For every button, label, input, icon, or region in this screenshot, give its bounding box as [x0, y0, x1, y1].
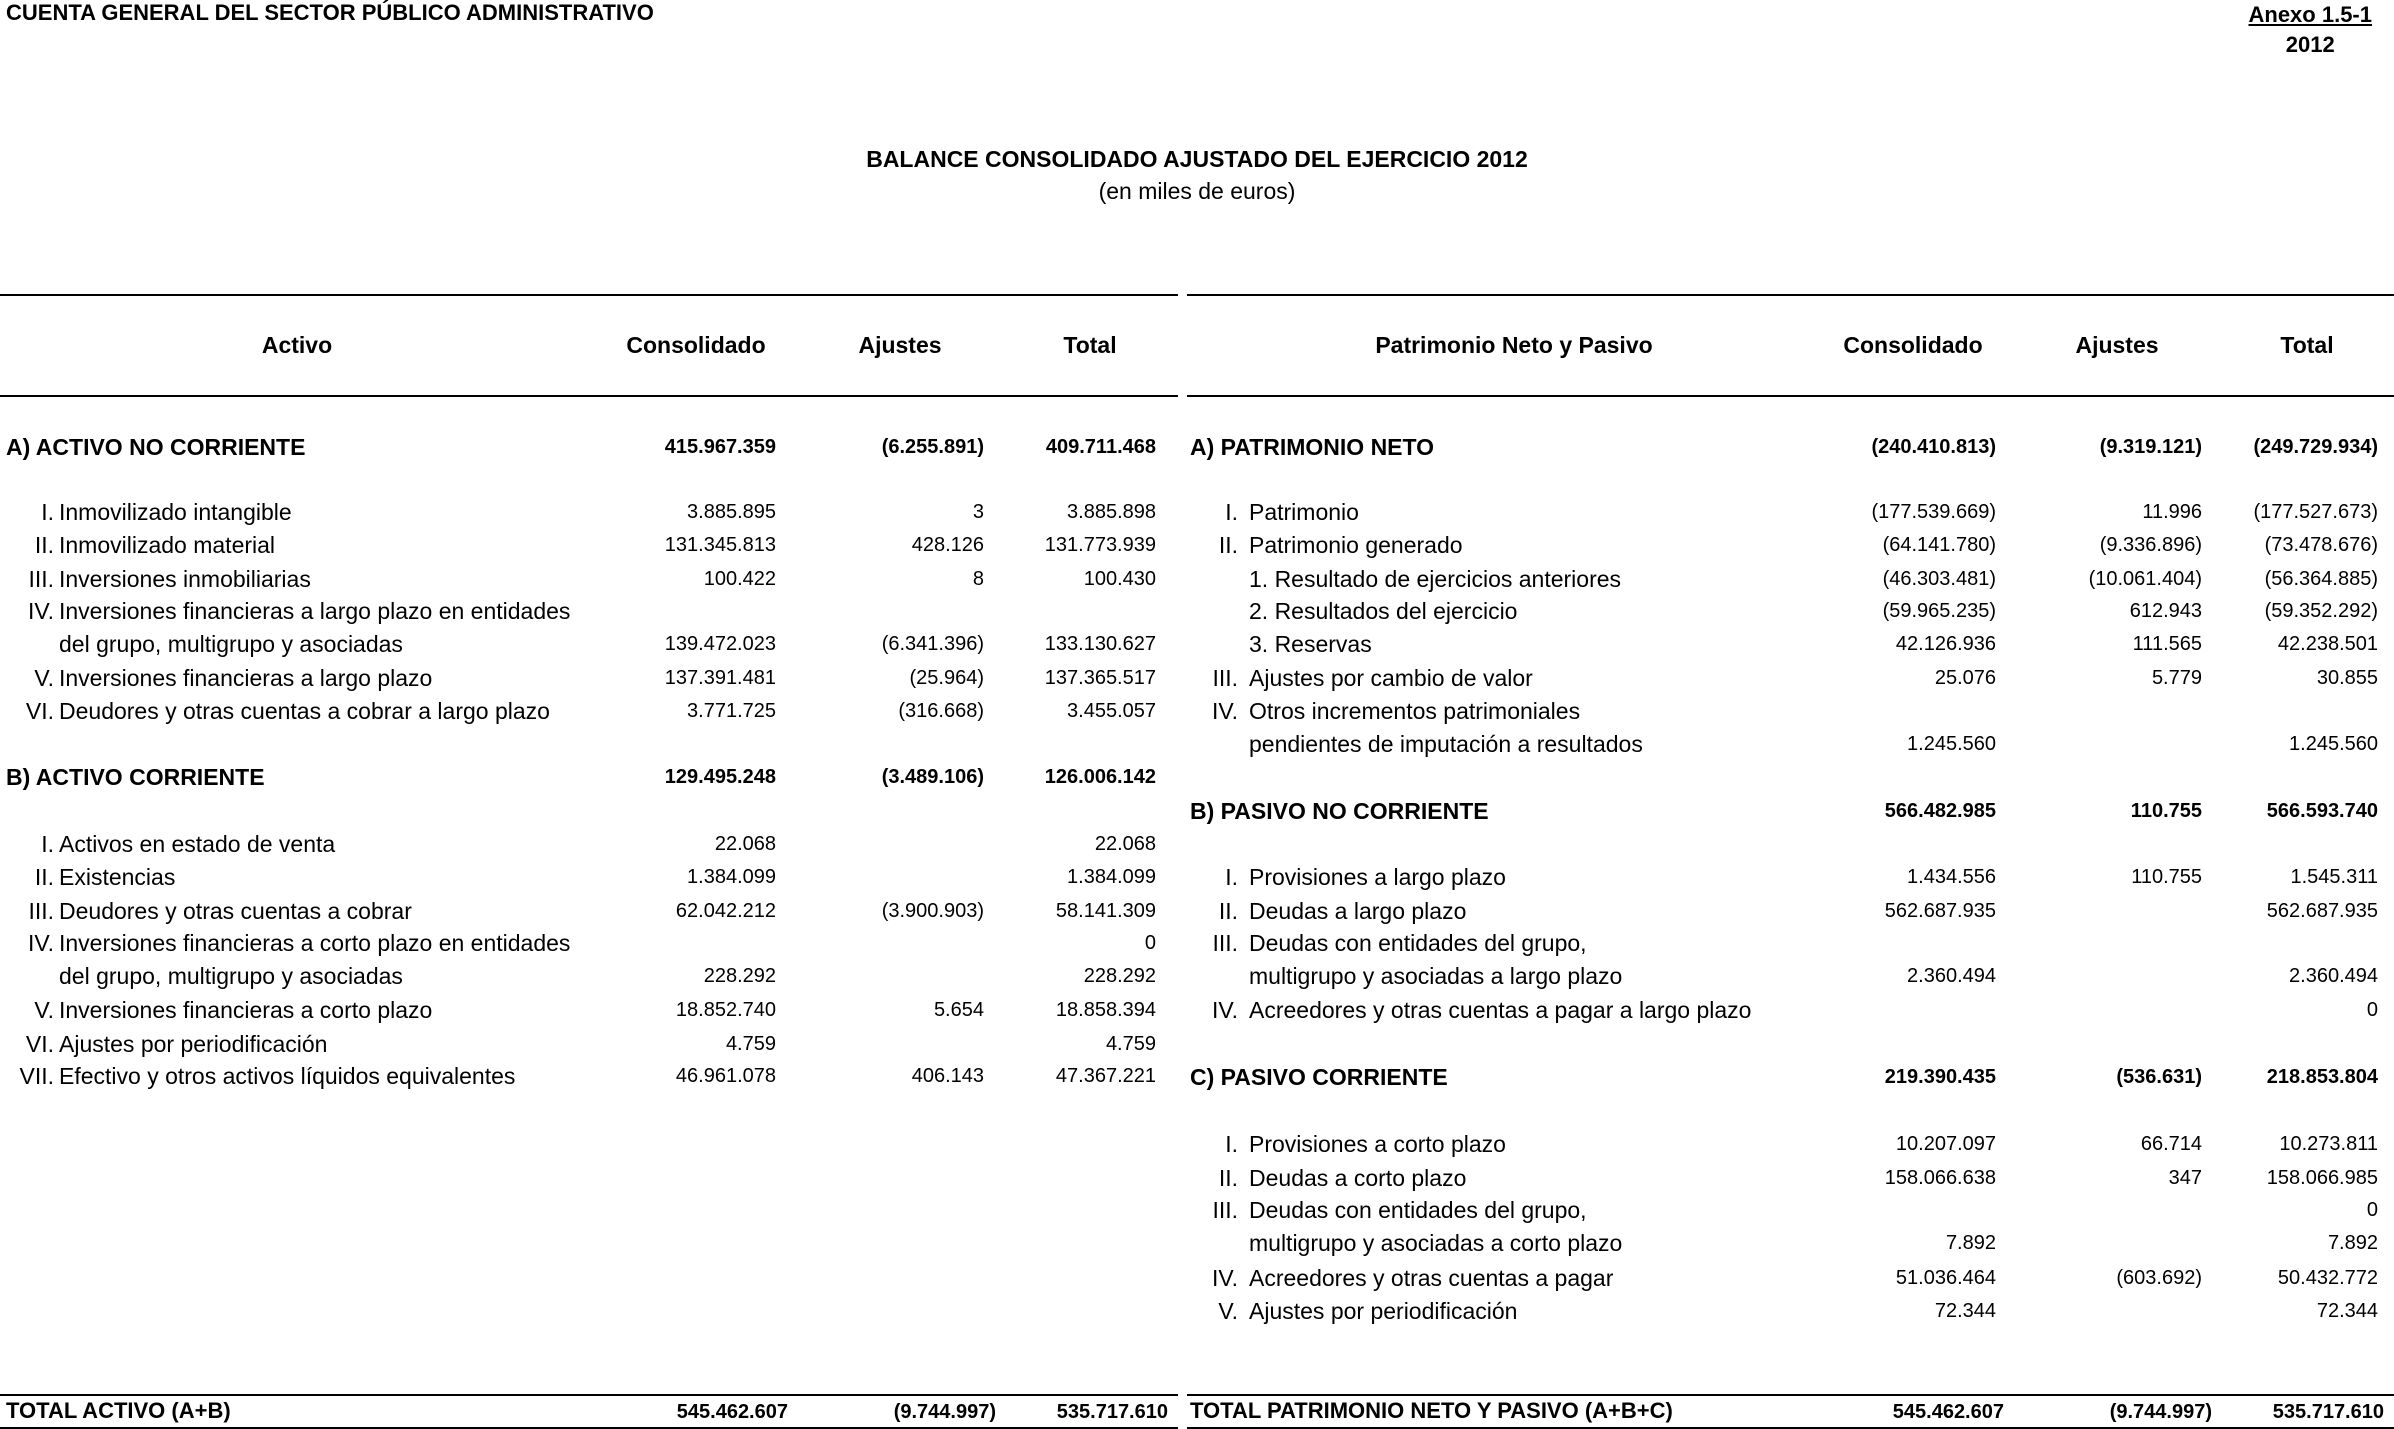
row-number: I.: [1225, 864, 1238, 890]
row-label: Inversiones inmobiliarias: [59, 566, 311, 592]
row-number: III.: [1212, 930, 1238, 956]
row-label: 3. Reservas: [1249, 631, 1372, 657]
row-value-consolidado: 131.345.813: [664, 534, 776, 556]
row-value-consolidado: 18.852.740: [675, 999, 776, 1021]
row-number: III.: [1212, 665, 1238, 691]
row-value-ajustes: (25.964): [909, 667, 984, 689]
right-total-total: 535.717.610: [2272, 1401, 2384, 1423]
row-value-consolidado: 415.967.359: [664, 436, 776, 458]
row-label: multigrupo y asociadas a corto plazo: [1249, 1230, 1623, 1256]
row-label: Patrimonio generado: [1249, 532, 1463, 558]
right-total-ajustes: (9.744.997): [2109, 1401, 2212, 1423]
row-label: Inversiones financieras a corto plazo: [59, 997, 433, 1023]
right-header-top-rule: [1187, 294, 2394, 296]
row-value-consolidado: (240.410.813): [1871, 436, 1996, 458]
row-value-consolidado: 1.434.556: [1907, 866, 1996, 888]
page-subtitle: (en miles de euros): [1098, 178, 1296, 204]
row-label: C) PASIVO CORRIENTE: [1190, 1064, 1448, 1090]
row-value-ajustes: (3.489.106): [881, 766, 984, 788]
row-value-ajustes: (9.319.121): [2099, 436, 2202, 458]
row-value-total: (59.352.292): [2264, 600, 2378, 622]
left-total-consolidado: 545.462.607: [676, 1401, 788, 1423]
row-value-total: 228.292: [1083, 965, 1156, 987]
row-value-total: 18.858.394: [1055, 999, 1156, 1021]
row-value-ajustes: (603.692): [2116, 1267, 2202, 1289]
row-label: 1. Resultado de ejercicios anteriores: [1249, 566, 1622, 592]
row-value-consolidado: 10.207.097: [1895, 1133, 1996, 1155]
row-value-consolidado: 72.344: [1934, 1300, 1996, 1322]
row-value-ajustes: 5.779: [2151, 667, 2202, 689]
row-number: III.: [1212, 1197, 1238, 1223]
row-value-total: 100.430: [1083, 568, 1156, 590]
page-title: BALANCE CONSOLIDADO AJUSTADO DEL EJERCICIO 2012: [866, 146, 1528, 172]
row-value-total: 3.455.057: [1067, 700, 1156, 722]
row-value-total: 562.687.935: [2266, 900, 2378, 922]
right-total-label: TOTAL PATRIMONIO NETO Y PASIVO (A+B+C): [1190, 1398, 1673, 1423]
row-label: del grupo, multigrupo y asociadas: [59, 631, 403, 657]
row-value-total: 50.432.772: [2277, 1267, 2378, 1289]
row-number: II.: [34, 864, 54, 890]
row-label: Patrimonio: [1249, 499, 1359, 525]
row-value-total: 7.892: [2327, 1232, 2378, 1254]
row-label: B) ACTIVO CORRIENTE: [6, 764, 265, 790]
row-value-ajustes: (9.336.896): [2099, 534, 2202, 556]
row-number: I.: [41, 831, 54, 857]
left-total-total: 535.717.610: [1056, 1401, 1168, 1423]
row-value-ajustes: 3: [972, 501, 984, 523]
row-value-ajustes: (536.631): [2116, 1066, 2202, 1088]
row-label: Inversiones financieras a largo plazo: [59, 665, 433, 691]
row-value-total: 30.855: [2316, 667, 2378, 689]
row-label: B) PASIVO NO CORRIENTE: [1190, 798, 1489, 824]
row-value-consolidado: 139.472.023: [664, 633, 776, 655]
row-label: Acreedores y otras cuentas a pagar: [1249, 1265, 1614, 1291]
row-label: Inversiones financieras a corto plazo en entidades: [59, 930, 571, 956]
row-value-ajustes: (3.900.903): [881, 900, 984, 922]
row-value-consolidado: 1.245.560: [1907, 733, 1996, 755]
row-label: Ajustes por cambio de valor: [1249, 665, 1533, 691]
row-value-consolidado: 219.390.435: [1884, 1066, 1996, 1088]
left-col-activo: Activo: [261, 332, 333, 358]
left-col-ajustes: Ajustes: [858, 332, 942, 358]
row-value-total: 22.068: [1094, 833, 1156, 855]
row-value-total: 0: [2366, 999, 2378, 1021]
row-value-ajustes: 428.126: [911, 534, 984, 556]
row-number: II.: [34, 532, 54, 558]
row-value-total: 137.365.517: [1044, 667, 1156, 689]
row-label: Deudas a largo plazo: [1249, 898, 1467, 924]
row-value-total: (249.729.934): [2253, 436, 2378, 458]
row-value-total: (73.478.676): [2264, 534, 2378, 556]
row-value-ajustes: (316.668): [898, 700, 984, 722]
row-value-ajustes: 111.565: [2132, 633, 2202, 655]
row-value-ajustes: (10.061.404): [2088, 568, 2202, 590]
row-number: I.: [1225, 1131, 1238, 1157]
row-number: I.: [1225, 499, 1238, 525]
row-value-consolidado: 46.961.078: [675, 1065, 776, 1087]
row-value-ajustes: 612.943: [2129, 600, 2202, 622]
row-value-consolidado: 228.292: [703, 965, 776, 987]
row-value-consolidado: 566.482.985: [1884, 800, 1996, 822]
row-value-total: 1.245.560: [2289, 733, 2378, 755]
row-label: Otros incrementos patrimoniales: [1249, 698, 1581, 724]
org-name: CUENTA GENERAL DEL SECTOR PÚBLICO ADMINISTRATIVO: [6, 0, 654, 25]
row-label: Ajustes por periodificación: [1249, 1298, 1518, 1324]
row-value-total: 1.545.311: [2290, 866, 2378, 888]
row-value-consolidado: (46.303.481): [1882, 568, 1996, 590]
row-value-ajustes: (6.341.396): [881, 633, 984, 655]
right-col-ajustes: Ajustes: [2075, 332, 2159, 358]
row-value-consolidado: (59.965.235): [1882, 600, 1996, 622]
right-col-total: Total: [2280, 332, 2334, 358]
row-value-consolidado: 158.066.638: [1884, 1167, 1996, 1189]
row-value-consolidado: 1.384.099: [687, 866, 776, 888]
row-label: A) PATRIMONIO NETO: [1190, 434, 1435, 460]
row-label: Provisiones a largo plazo: [1249, 864, 1506, 890]
row-number: VI.: [25, 698, 54, 724]
row-value-total: 0: [1144, 932, 1156, 954]
row-label: 2. Resultados del ejercicio: [1249, 598, 1518, 624]
row-value-ajustes: 5.654: [933, 999, 984, 1021]
row-value-consolidado: 562.687.935: [1884, 900, 1996, 922]
row-value-ajustes: 110.755: [2131, 866, 2202, 888]
row-value-consolidado: 51.036.464: [1895, 1267, 1996, 1289]
row-number: IV.: [1211, 698, 1238, 724]
row-label: Deudores y otras cuentas a cobrar a largo plazo: [59, 698, 550, 724]
row-value-ajustes: 66.714: [2140, 1133, 2202, 1155]
row-label: Deudas con entidades del grupo,: [1249, 930, 1587, 956]
row-value-total: (177.527.673): [2253, 501, 2378, 523]
row-value-total: 1.384.099: [1067, 866, 1156, 888]
row-value-total: 47.367.221: [1055, 1065, 1156, 1087]
row-number: IV.: [1211, 1265, 1238, 1291]
row-value-total: 58.141.309: [1055, 900, 1156, 922]
row-label: multigrupo y asociadas a largo plazo: [1249, 963, 1623, 989]
row-value-consolidado: 4.759: [725, 1033, 776, 1055]
row-value-ajustes: 406.143: [911, 1065, 984, 1087]
row-label: Deudores y otras cuentas a cobrar: [59, 898, 412, 924]
row-value-consolidado: 3.885.895: [687, 501, 776, 523]
row-label: Acreedores y otras cuentas a pagar a largo plazo: [1249, 997, 1752, 1023]
row-label: Ajustes por periodificación: [59, 1031, 328, 1057]
row-number: V.: [34, 997, 54, 1023]
row-number: V.: [1218, 1298, 1238, 1324]
row-value-total: 0: [2366, 1199, 2378, 1221]
row-value-total: 126.006.142: [1044, 766, 1156, 788]
row-number: VI.: [25, 1031, 54, 1057]
row-value-ajustes: 8: [972, 568, 984, 590]
row-label: Deudas a corto plazo: [1249, 1165, 1467, 1191]
row-value-total: 72.344: [2316, 1300, 2378, 1322]
left-col-consolidado: Consolidado: [626, 332, 766, 358]
row-value-ajustes: 110.755: [2130, 800, 2202, 822]
row-number: II.: [1218, 532, 1238, 558]
left-header-top-rule: [0, 294, 1178, 296]
row-value-consolidado: 25.076: [1934, 667, 1996, 689]
row-number: IV.: [27, 598, 54, 624]
row-value-consolidado: 62.042.212: [675, 900, 776, 922]
right-col-patrimonio: Patrimonio Neto y Pasivo: [1375, 332, 1653, 358]
row-value-consolidado: 2.360.494: [1907, 965, 1996, 987]
left-col-total: Total: [1063, 332, 1117, 358]
row-number: VII.: [19, 1063, 54, 1089]
row-value-consolidado: 137.391.481: [664, 667, 776, 689]
annex-year: 2012: [2285, 32, 2335, 57]
row-label: Efectivo y otros activos líquidos equivalentes: [59, 1063, 516, 1089]
row-value-consolidado: (177.539.669): [1871, 501, 1996, 523]
row-number: II.: [1218, 898, 1238, 924]
row-number: II.: [1218, 1165, 1238, 1191]
row-label: pendientes de imputación a resultados: [1249, 731, 1643, 757]
row-value-consolidado: 100.422: [703, 568, 776, 590]
row-value-total: 42.238.501: [2277, 633, 2378, 655]
row-number: III.: [28, 898, 54, 924]
annex-block: [2249, 0, 2373, 60]
right-header-bottom-rule: [1187, 395, 2394, 397]
row-value-consolidado: 129.495.248: [664, 766, 776, 788]
row-value-consolidado: 3.771.725: [687, 700, 776, 722]
row-value-consolidado: 7.892: [1945, 1232, 1996, 1254]
row-label: del grupo, multigrupo y asociadas: [59, 963, 403, 989]
row-label: Activos en estado de venta: [59, 831, 336, 857]
row-number: IV.: [27, 930, 54, 956]
row-label: Provisiones a corto plazo: [1249, 1131, 1506, 1157]
row-label: Deudas con entidades del grupo,: [1249, 1197, 1587, 1223]
right-total-consolidado: 545.462.607: [1892, 1401, 2004, 1423]
annex-label: Anexo 1.5-1: [2248, 2, 2372, 27]
row-value-consolidado: (64.141.780): [1882, 534, 1996, 556]
row-value-total: 218.853.804: [2266, 1066, 2378, 1088]
row-value-total: 131.773.939: [1044, 534, 1156, 556]
row-value-total: 133.130.627: [1044, 633, 1156, 655]
row-number: III.: [28, 566, 54, 592]
row-value-total: 10.273.811: [2279, 1133, 2378, 1155]
left-total-ajustes: (9.744.997): [893, 1401, 996, 1423]
left-total-label: TOTAL ACTIVO (A+B): [6, 1398, 231, 1423]
row-number: I.: [41, 499, 54, 525]
row-value-total: 3.885.898: [1067, 501, 1156, 523]
row-number: V.: [34, 665, 54, 691]
row-value-total: 158.066.985: [2266, 1167, 2378, 1189]
row-label: Inversiones financieras a largo plazo en entidades: [59, 598, 571, 624]
right-col-consolidado: Consolidado: [1843, 332, 1983, 358]
row-value-total: (56.364.885): [2264, 568, 2378, 590]
row-value-ajustes: 347: [2168, 1167, 2202, 1189]
row-value-total: 409.711.468: [1045, 436, 1156, 458]
row-value-total: 2.360.494: [2289, 965, 2378, 987]
row-value-consolidado: 22.068: [714, 833, 776, 855]
row-value-ajustes: (6.255.891): [881, 436, 984, 458]
row-value-consolidado: 42.126.936: [1895, 633, 1996, 655]
row-label: A) ACTIVO NO CORRIENTE: [6, 434, 306, 460]
left-header-bottom-rule: [0, 395, 1178, 397]
row-value-total: 566.593.740: [2266, 800, 2378, 822]
row-label: Inmovilizado material: [59, 532, 276, 558]
row-label: Existencias: [59, 864, 176, 890]
row-value-ajustes: 11.996: [2142, 501, 2202, 523]
row-value-total: 4.759: [1105, 1033, 1156, 1055]
row-number: IV.: [1211, 997, 1238, 1023]
row-label: Inmovilizado intangible: [59, 499, 292, 525]
